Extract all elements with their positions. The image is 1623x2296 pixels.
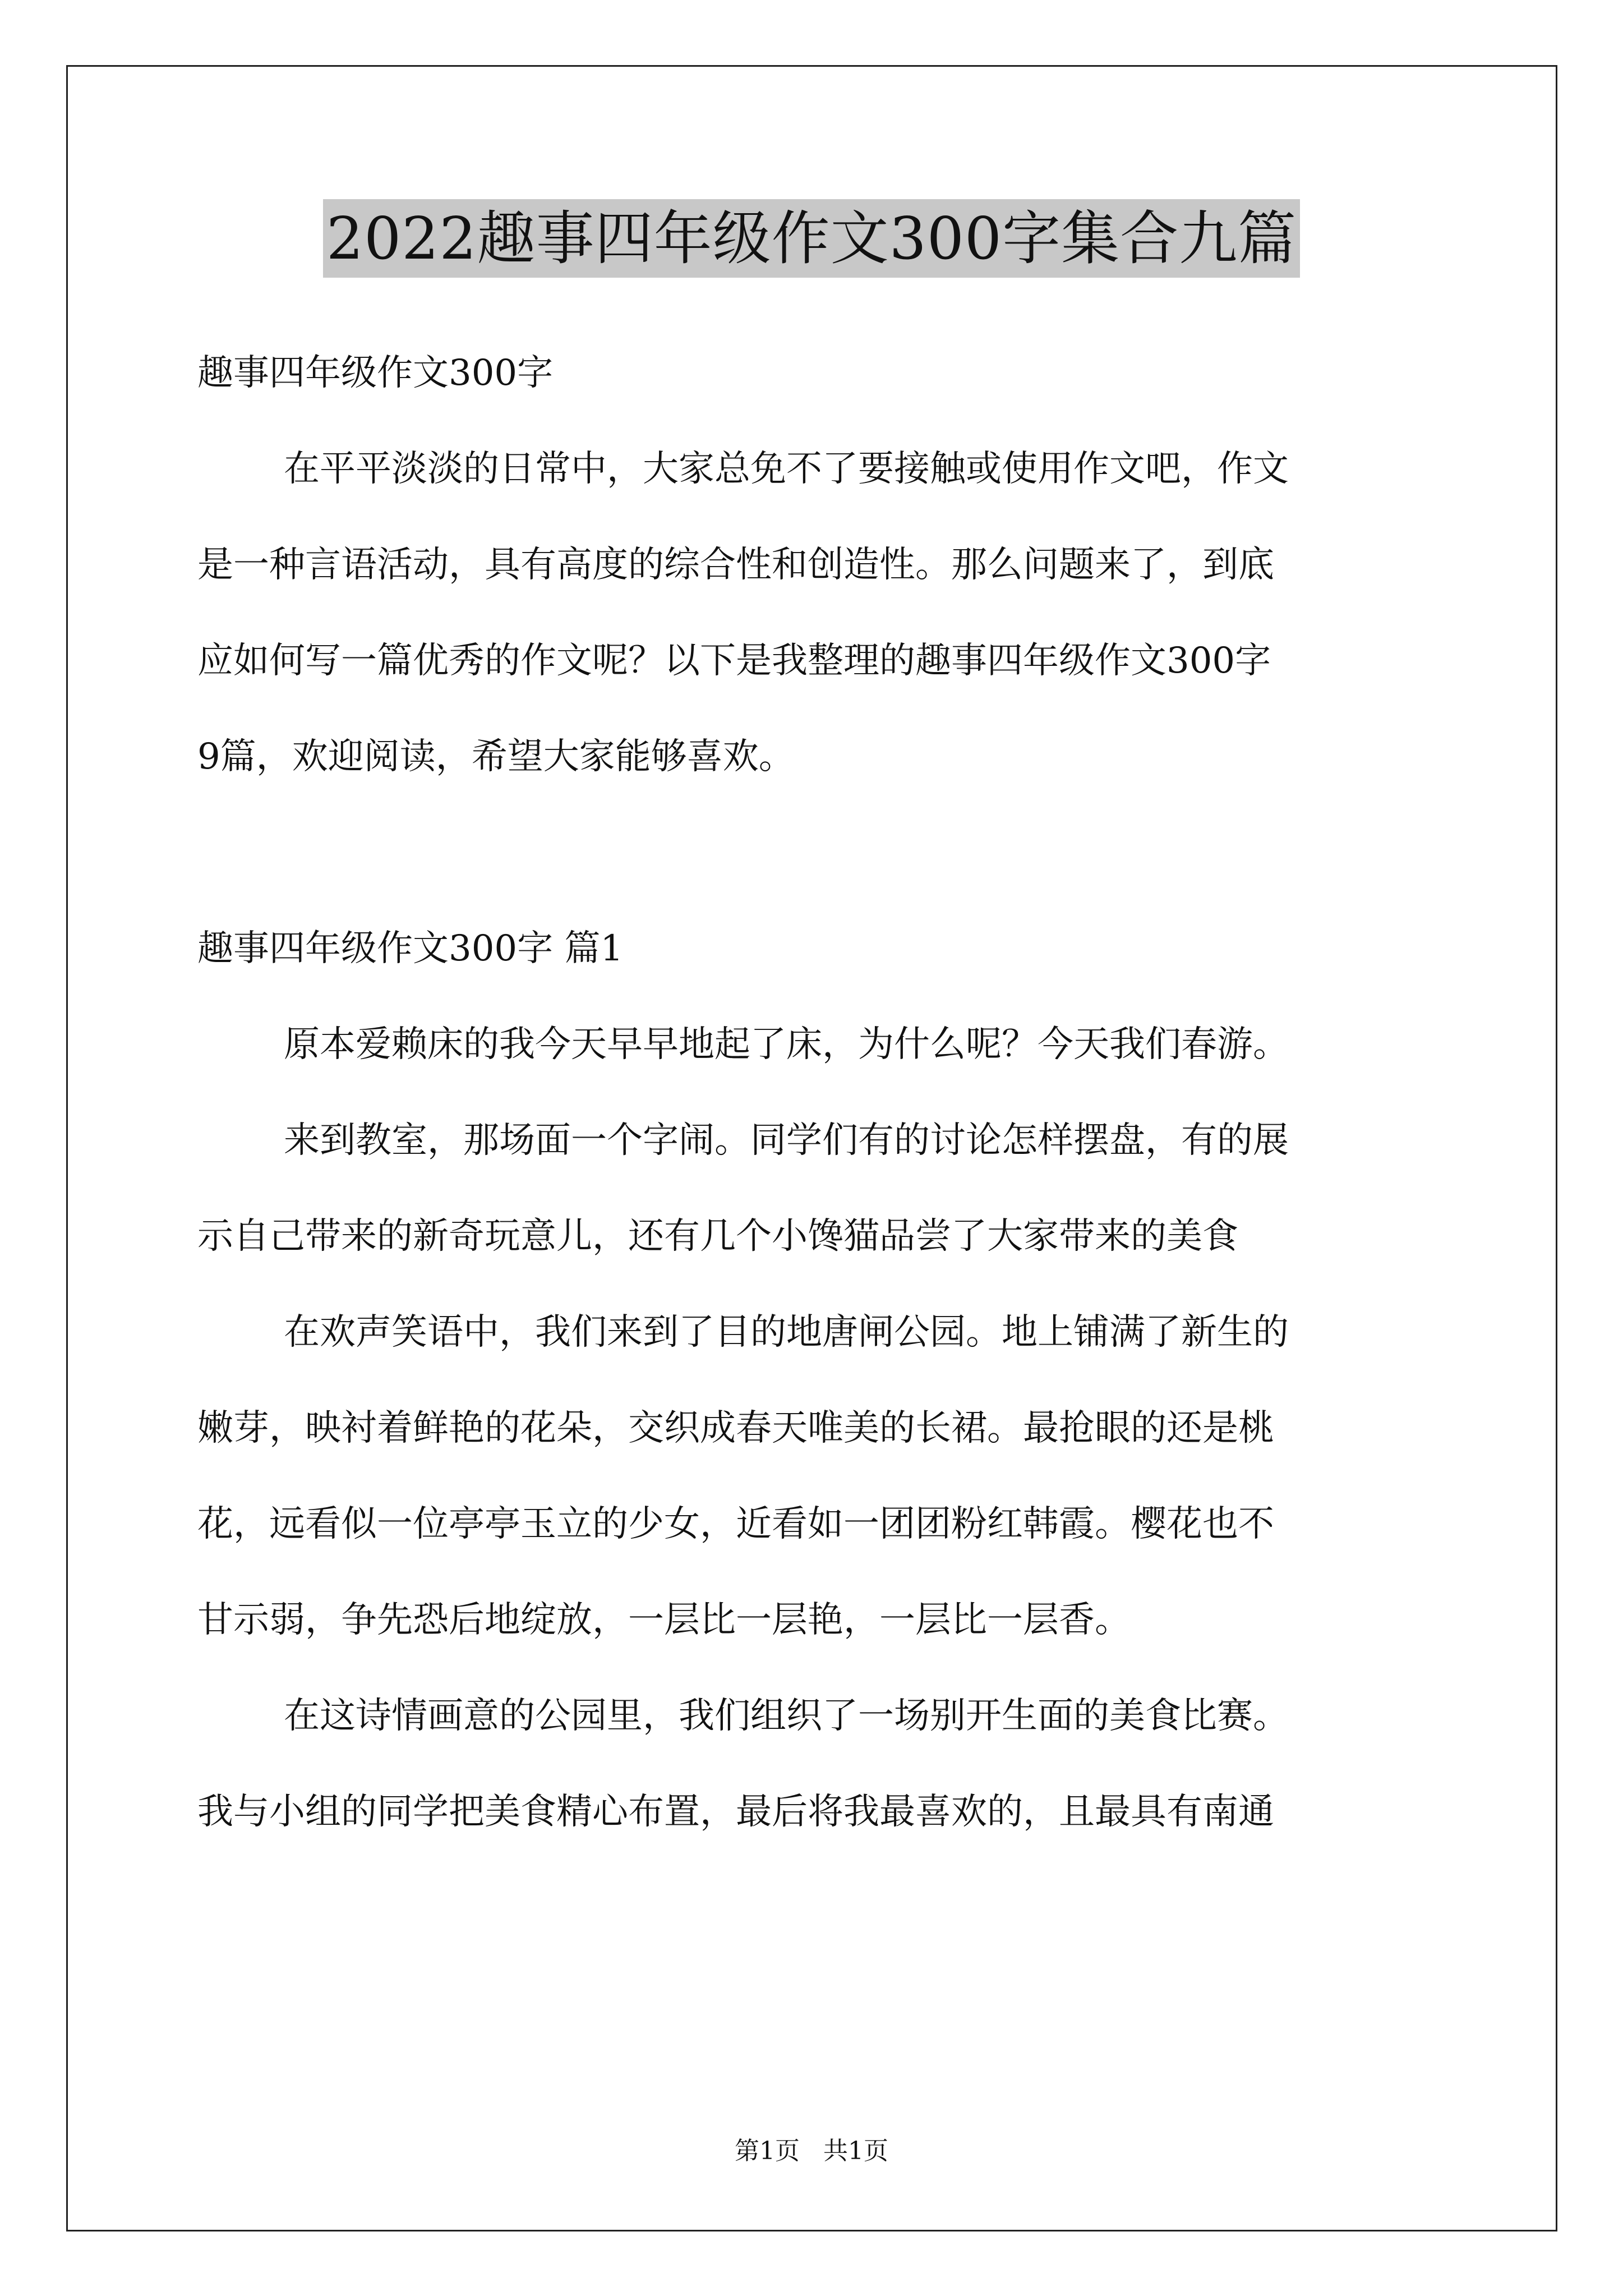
text-line: 我与小组的同学把美食精心布置，最后将我最喜欢的，且最具有南通: [197, 1791, 1274, 1833]
text-line: 花，远看似一位亭亭玉立的少女，近看如一团团粉红韩霞。樱花也不: [197, 1503, 1274, 1545]
document-title: 2022趣事四年级作文300字集合九篇: [323, 199, 1300, 278]
text-line: 甘示弱，争先恐后地绽放，一层比一层艳，一层比一层香。: [197, 1599, 1131, 1641]
text-line: 示自己带来的新奇玩意儿，还有几个小馋猫品尝了大家带来的美食: [197, 1216, 1238, 1257]
title-container: [0, 199, 1623, 278]
text-line: 趣事四年级作文300字 篇1: [197, 928, 624, 969]
text-line: 是一种言语活动，具有高度的综合性和创造性。那么问题来了，到底: [197, 544, 1274, 586]
page-footer: 第1页 共1页: [735, 2137, 888, 2165]
document-body: [197, 325, 1431, 1860]
text-line: 原本爱赖床的我今天早早地起了床，为什么呢？今天我们春游。: [284, 1024, 1289, 1065]
text-line: 9篇，欢迎阅读，希望大家能够喜欢。: [197, 736, 795, 777]
text-line: 在平平淡淡的日常中，大家总免不了要接触或使用作文吧，作文: [284, 448, 1289, 490]
paragraph-gap: [197, 805, 1431, 901]
text-line: 在欢声笑语中，我们来到了目的地唐闸公园。地上铺满了新生的: [284, 1312, 1289, 1353]
text-line: 嫩芽，映衬着鲜艳的花朵，交织成春天唯美的长裙。最抢眼的还是桃: [197, 1407, 1274, 1449]
text-line: 在这诗情画意的公园里，我们组织了一场别开生面的美食比赛。: [284, 1695, 1289, 1737]
text-line: 趣事四年级作文300字: [197, 352, 554, 394]
text-line: 来到教室，那场面一个字闹。同学们有的讨论怎样摆盘，有的展: [284, 1120, 1289, 1161]
text-line: 应如何写一篇优秀的作文呢？以下是我整理的趣事四年级作文300字: [197, 640, 1271, 682]
